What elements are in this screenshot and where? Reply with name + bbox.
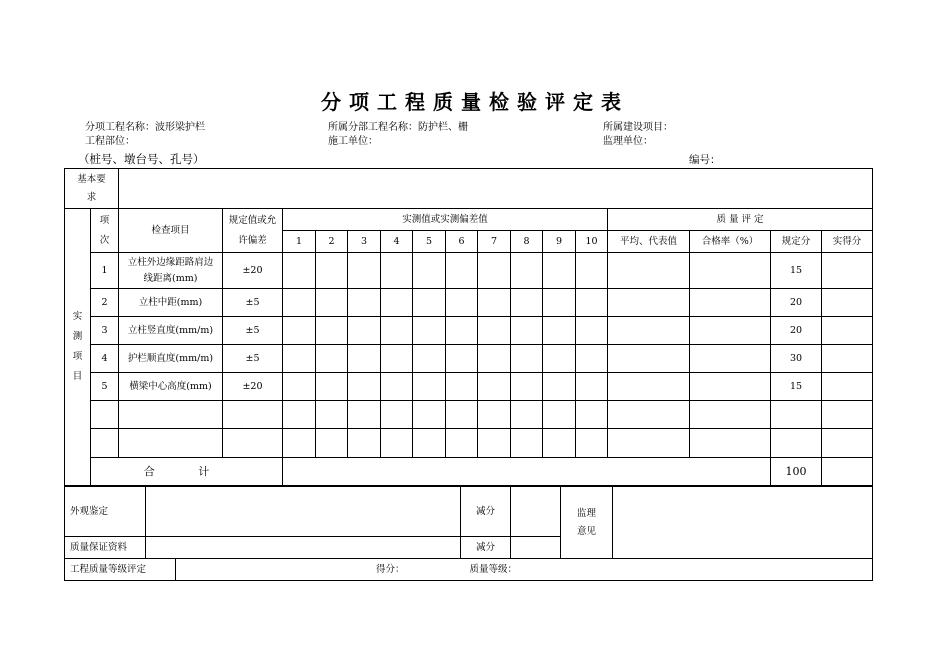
pile-note: （桩号、墩台号、孔号） xyxy=(78,152,205,166)
total-label: 合 计 xyxy=(91,458,283,486)
table-row xyxy=(65,345,873,373)
serial-number: 编号： xyxy=(689,154,721,166)
sub-item-name: 分项工程名称：波形梁护栏 xyxy=(85,122,205,133)
qa-docs-cell xyxy=(146,537,461,559)
row-item: 护栏顺直度(mm/m) xyxy=(119,345,223,373)
col-actual-score: 实得分 xyxy=(822,231,873,253)
table-row xyxy=(65,429,873,458)
qa-docs-label: 质量保证资料 xyxy=(65,537,146,559)
col-specified-score: 规定分 xyxy=(771,231,822,253)
construction-project: 所属建设项目： xyxy=(603,122,673,133)
table-row xyxy=(65,373,873,401)
row-spec: ±20 xyxy=(223,253,283,289)
appearance-label: 外观鉴定 xyxy=(65,487,146,537)
supervisor-unit: 监理单位： xyxy=(603,136,653,147)
grade-eval-label: 工程质量等级评定 xyxy=(65,559,176,581)
row-item: 立柱外边缘距路肩边线距离(mm) xyxy=(119,253,223,289)
row-spec: ±5 xyxy=(223,317,283,345)
score-label: 得分： xyxy=(376,564,405,575)
row-spec: ±5 xyxy=(223,289,283,317)
measure-col: 8 xyxy=(511,231,543,253)
measure-col: 2 xyxy=(316,231,348,253)
row-no: 1 xyxy=(91,253,119,289)
row-spec: ±20 xyxy=(223,373,283,401)
table-row xyxy=(65,289,873,317)
measure-col: 7 xyxy=(478,231,511,253)
measure-col: 4 xyxy=(381,231,413,253)
deduct-label-2: 减分 xyxy=(461,537,511,559)
col-pass-rate: 合格率（%） xyxy=(690,231,771,253)
total-score: 100 xyxy=(771,458,822,486)
row-score: 20 xyxy=(771,317,822,345)
appearance-cell xyxy=(146,487,461,537)
row-spec: ±5 xyxy=(223,345,283,373)
grade-eval-cell xyxy=(176,559,873,581)
row-item: 立柱中距(mm) xyxy=(119,289,223,317)
col-item-no: 项次 xyxy=(91,209,119,253)
row-score: 20 xyxy=(771,289,822,317)
division-name: 所属分部工程名称：防护栏、栅 xyxy=(328,122,468,133)
basic-requirements-cell xyxy=(119,169,873,209)
row-no: 2 xyxy=(91,289,119,317)
total-row xyxy=(65,458,873,486)
col-measured: 实测值或实测偏差值 xyxy=(283,209,608,231)
row-no: 5 xyxy=(91,373,119,401)
bottom-table xyxy=(64,486,873,581)
row-item: 立柱竖直度(mm/m) xyxy=(119,317,223,345)
measure-col: 3 xyxy=(348,231,381,253)
evaluation-table xyxy=(64,168,873,486)
measure-col: 6 xyxy=(446,231,478,253)
project-part: 工程部位： xyxy=(85,136,135,147)
row-score: 30 xyxy=(771,345,822,373)
grade-label: 质量等级： xyxy=(469,564,518,575)
row-no: 3 xyxy=(91,317,119,345)
table-row xyxy=(65,317,873,345)
contractor: 施工单位： xyxy=(328,136,378,147)
measure-col: 1 xyxy=(283,231,316,253)
col-quality: 质 量 评 定 xyxy=(608,209,873,231)
supervision-cell xyxy=(613,487,873,559)
deduct-label-1: 减分 xyxy=(461,487,511,537)
row-no: 4 xyxy=(91,345,119,373)
row-score: 15 xyxy=(771,253,822,289)
col-average: 平均、代表值 xyxy=(608,231,690,253)
table-row xyxy=(65,401,873,429)
col-spec: 规定值或允许偏差 xyxy=(223,209,283,253)
measured-items-label: 实测项目 xyxy=(65,209,91,486)
table-row xyxy=(65,253,873,289)
measure-col: 9 xyxy=(543,231,576,253)
supervision-label: 监理意见 xyxy=(561,487,613,559)
row-score: 15 xyxy=(771,373,822,401)
basic-requirements-label: 基本要求 xyxy=(65,169,119,209)
measure-col: 5 xyxy=(413,231,446,253)
col-check-item: 检查项目 xyxy=(119,209,223,253)
row-item: 横梁中心高度(mm) xyxy=(119,373,223,401)
measure-col: 10 xyxy=(576,231,608,253)
page-title: 分项工程质量检验评定表 xyxy=(321,90,629,114)
